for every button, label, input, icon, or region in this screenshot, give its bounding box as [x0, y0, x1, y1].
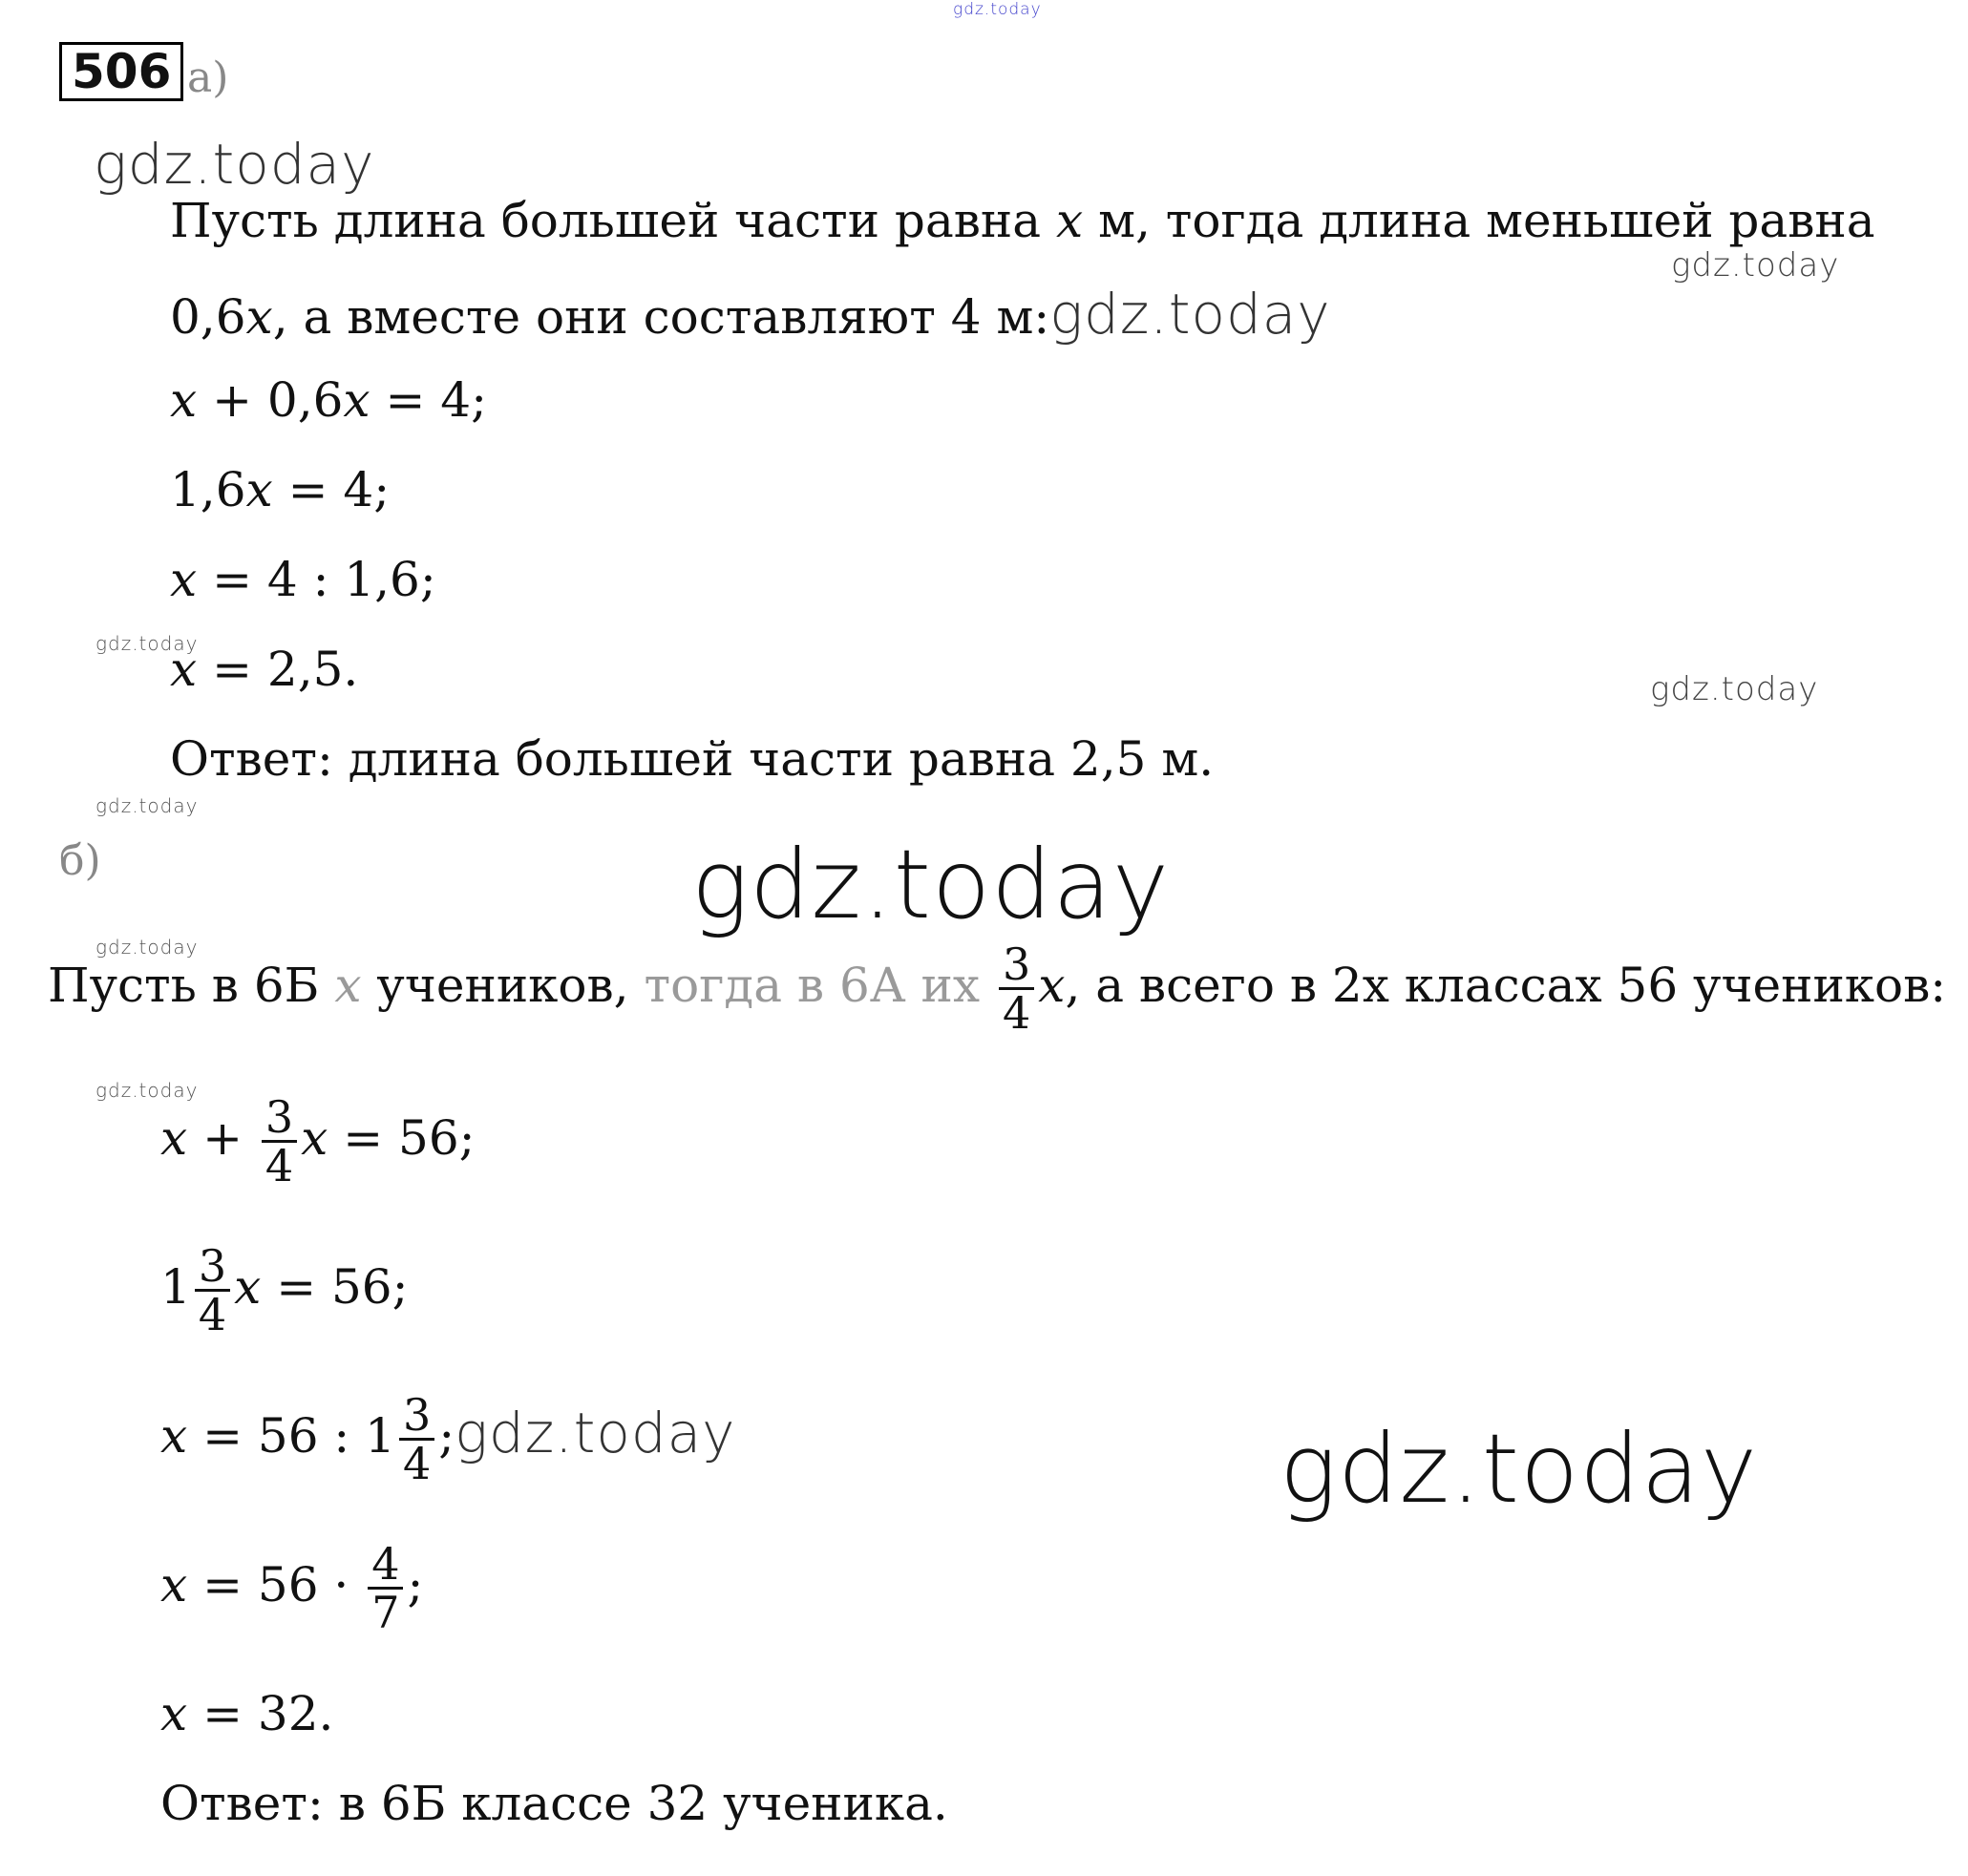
- watermark: gdz.today: [455, 1400, 736, 1465]
- part-b-answer: Ответ: в 6Б классе 32 ученика.: [160, 1776, 948, 1831]
- watermark-top: gdz.today: [953, 0, 1042, 19]
- part-b-eq2: 1 $\frac{3}{4}$ x = 56;: [160, 1240, 409, 1341]
- part-b-eq4: x = 56 · $\frac{4}{7}$ ;: [160, 1538, 424, 1639]
- watermark: gdz.today: [95, 936, 199, 959]
- fraction: $\frac{3}{4}$: [195, 1243, 230, 1338]
- part-b-eq5: x = 32.: [160, 1686, 334, 1741]
- part-a-eq2: 1,6x = 4;: [170, 462, 391, 517]
- fraction: $\frac{4}{7}$: [368, 1541, 403, 1636]
- watermark: gdz.today: [1280, 1413, 1759, 1525]
- fraction: $\frac{3}{4}$: [262, 1094, 297, 1190]
- part-a-label: а): [187, 53, 229, 102]
- watermark: gdz.today: [94, 132, 375, 197]
- watermark: gdz.today: [95, 632, 199, 655]
- part-a-eq4: x = 2,5.: [170, 642, 359, 697]
- watermark: gdz.today: [95, 794, 199, 817]
- watermark: gdz.today: [691, 829, 1171, 940]
- watermark: gdz.today: [1650, 670, 1819, 708]
- watermark: gdz.today: [95, 1079, 199, 1102]
- watermark: gdz.today: [1049, 282, 1331, 347]
- part-a-line2: 0,6x, а вместе они составляют 4 м:gdz.today: [170, 282, 1331, 347]
- part-a-eq1: x + 0,6x = 4;: [170, 372, 487, 428]
- fraction: $\frac{3}{4}$: [399, 1392, 434, 1487]
- part-b-eq1: x + $\frac{3}{4}$ x = 56;: [160, 1091, 476, 1192]
- part-b-label: б): [59, 836, 101, 885]
- task-number: 506: [59, 42, 183, 101]
- part-a-answer: Ответ: длина большей части равна 2,5 м.: [170, 731, 1215, 787]
- part-b-intro: Пусть в 6Б x учеников, тогда в 6А их $\frac{3}{4}$ x, а всего в 2х классах 56 учеников:: [48, 938, 1947, 1040]
- watermark: gdz.today: [1671, 246, 1840, 285]
- part-a-eq3: x = 4 : 1,6;: [170, 552, 436, 607]
- part-b-eq3: x = 56 : 1 $\frac{3}{4}$ ;gdz.today: [160, 1389, 736, 1490]
- part-a-intro: Пусть длина большей части равна x м, тогда длина меньшей равна: [170, 193, 1875, 248]
- fraction: $\frac{3}{4}$: [999, 941, 1034, 1037]
